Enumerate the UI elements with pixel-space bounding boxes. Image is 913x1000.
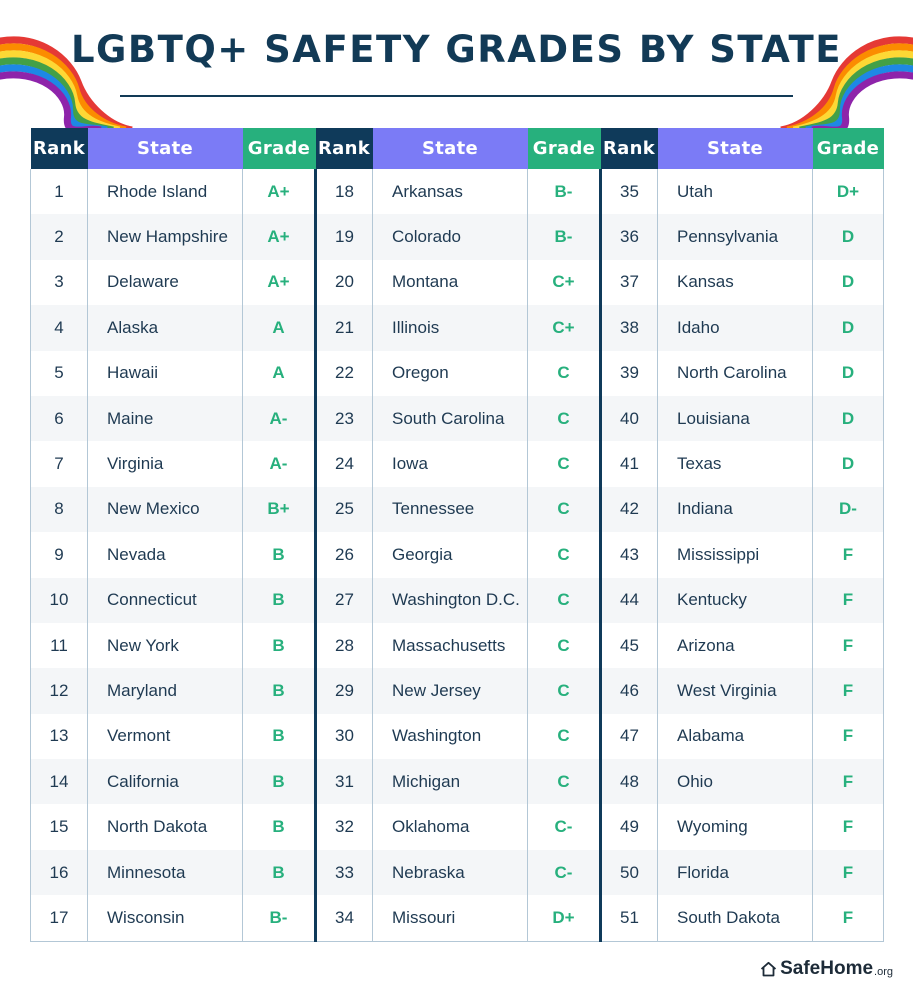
state-cell: Montana <box>373 260 528 305</box>
grade-cell: D <box>813 214 884 259</box>
grade-cell: D <box>813 441 884 486</box>
grade-cell: A <box>243 305 316 350</box>
state-cell: Arizona <box>658 623 813 668</box>
grades-table <box>30 128 884 942</box>
rank-cell: 12 <box>31 668 88 713</box>
header-state: State <box>373 128 528 169</box>
table-body <box>31 169 884 941</box>
state-cell: Indiana <box>658 487 813 532</box>
grade-cell: C <box>528 578 601 623</box>
table-row <box>31 396 884 441</box>
grade-cell: B+ <box>243 487 316 532</box>
grade-cell: C <box>528 396 601 441</box>
state-cell: Pennsylvania <box>658 214 813 259</box>
rank-cell: 7 <box>31 441 88 486</box>
state-cell: Iowa <box>373 441 528 486</box>
grade-cell: B <box>243 804 316 849</box>
state-cell: Mississippi <box>658 532 813 577</box>
state-cell: Maryland <box>88 668 243 713</box>
grade-cell: C <box>528 487 601 532</box>
grade-cell: D <box>813 396 884 441</box>
table-row <box>31 351 884 396</box>
header-grade: Grade <box>243 128 316 169</box>
state-cell: Michigan <box>373 759 528 804</box>
rank-cell: 25 <box>316 487 373 532</box>
state-cell: Maine <box>88 396 243 441</box>
rank-cell: 47 <box>601 714 658 759</box>
table-row <box>31 759 884 804</box>
grade-cell: A- <box>243 441 316 486</box>
state-cell: South Carolina <box>373 396 528 441</box>
state-cell: Missouri <box>373 895 528 941</box>
grade-cell: C <box>528 759 601 804</box>
rank-cell: 29 <box>316 668 373 713</box>
header-rank: Rank <box>31 128 88 169</box>
table-row <box>31 487 884 532</box>
brand-name: SafeHome <box>780 958 874 979</box>
state-cell: New Mexico <box>88 487 243 532</box>
grade-cell: C <box>528 532 601 577</box>
grade-cell: D+ <box>813 169 884 214</box>
state-cell: Nevada <box>88 532 243 577</box>
table-row <box>31 578 884 623</box>
grade-cell: F <box>813 759 884 804</box>
grade-cell: A <box>243 351 316 396</box>
rank-cell: 23 <box>316 396 373 441</box>
grade-cell: C <box>528 714 601 759</box>
rank-cell: 45 <box>601 623 658 668</box>
state-cell: Vermont <box>88 714 243 759</box>
grade-cell: D- <box>813 487 884 532</box>
rank-cell: 48 <box>601 759 658 804</box>
state-cell: Wisconsin <box>88 895 243 941</box>
state-cell: Minnesota <box>88 850 243 895</box>
state-cell: Ohio <box>658 759 813 804</box>
header-state: State <box>88 128 243 169</box>
grade-cell: F <box>813 850 884 895</box>
state-cell: Alaska <box>88 305 243 350</box>
page-title: LGBTQ+ SAFETY GRADES BY STATE <box>70 28 843 71</box>
table-row <box>31 260 884 305</box>
rank-cell: 38 <box>601 305 658 350</box>
rank-cell: 2 <box>31 214 88 259</box>
rank-cell: 32 <box>316 804 373 849</box>
state-cell: Utah <box>658 169 813 214</box>
rank-cell: 13 <box>31 714 88 759</box>
grade-cell: F <box>813 578 884 623</box>
rank-cell: 3 <box>31 260 88 305</box>
title-divider <box>120 95 793 97</box>
rank-cell: 33 <box>316 850 373 895</box>
rank-cell: 51 <box>601 895 658 941</box>
brand-suffix: .org <box>874 966 893 978</box>
rank-cell: 15 <box>31 804 88 849</box>
rank-cell: 46 <box>601 668 658 713</box>
table-row <box>31 850 884 895</box>
grade-cell: D <box>813 351 884 396</box>
state-cell: Nebraska <box>373 850 528 895</box>
rank-cell: 44 <box>601 578 658 623</box>
table-row <box>31 441 884 486</box>
state-cell: Alabama <box>658 714 813 759</box>
rank-cell: 14 <box>31 759 88 804</box>
grade-cell: C <box>528 441 601 486</box>
rank-cell: 20 <box>316 260 373 305</box>
state-cell: Illinois <box>373 305 528 350</box>
grade-cell: B <box>243 850 316 895</box>
state-cell: New Hampshire <box>88 214 243 259</box>
grade-cell: B <box>243 623 316 668</box>
state-cell: Oklahoma <box>373 804 528 849</box>
header-state: State <box>658 128 813 169</box>
rank-cell: 4 <box>31 305 88 350</box>
grade-cell: F <box>813 623 884 668</box>
rank-cell: 49 <box>601 804 658 849</box>
rank-cell: 35 <box>601 169 658 214</box>
state-cell: Connecticut <box>88 578 243 623</box>
grade-cell: C <box>528 668 601 713</box>
grade-cell: F <box>813 668 884 713</box>
table-row <box>31 668 884 713</box>
state-cell: Arkansas <box>373 169 528 214</box>
state-cell: Hawaii <box>88 351 243 396</box>
rank-cell: 42 <box>601 487 658 532</box>
table-row <box>31 714 884 759</box>
table-row <box>31 623 884 668</box>
grade-cell: F <box>813 804 884 849</box>
rank-cell: 37 <box>601 260 658 305</box>
rank-cell: 40 <box>601 396 658 441</box>
state-cell: Rhode Island <box>88 169 243 214</box>
rank-cell: 1 <box>31 169 88 214</box>
grade-cell: B- <box>243 895 316 941</box>
grade-cell: C- <box>528 804 601 849</box>
state-cell: Delaware <box>88 260 243 305</box>
state-cell: New Jersey <box>373 668 528 713</box>
rank-cell: 17 <box>31 895 88 941</box>
grade-cell: F <box>813 895 884 941</box>
rank-cell: 10 <box>31 578 88 623</box>
state-cell: New York <box>88 623 243 668</box>
grade-cell: A+ <box>243 260 316 305</box>
grade-cell: B- <box>528 214 601 259</box>
grade-cell: C+ <box>528 260 601 305</box>
rank-cell: 6 <box>31 396 88 441</box>
house-icon <box>760 961 777 977</box>
grade-cell: D <box>813 305 884 350</box>
rank-cell: 16 <box>31 850 88 895</box>
state-cell: Massachusetts <box>373 623 528 668</box>
rank-cell: 11 <box>31 623 88 668</box>
table-header-row <box>31 128 884 169</box>
header-rank: Rank <box>601 128 658 169</box>
rank-cell: 18 <box>316 169 373 214</box>
state-cell: Wyoming <box>658 804 813 849</box>
state-cell: Florida <box>658 850 813 895</box>
header-grade: Grade <box>813 128 884 169</box>
grade-cell: C <box>528 351 601 396</box>
grade-cell: D <box>813 260 884 305</box>
rank-cell: 8 <box>31 487 88 532</box>
header-rank: Rank <box>316 128 373 169</box>
state-cell: Washington <box>373 714 528 759</box>
state-cell: Texas <box>658 441 813 486</box>
state-cell: North Carolina <box>658 351 813 396</box>
rank-cell: 43 <box>601 532 658 577</box>
grade-cell: C+ <box>528 305 601 350</box>
table-row <box>31 895 884 941</box>
state-cell: West Virginia <box>658 668 813 713</box>
state-cell: Kansas <box>658 260 813 305</box>
rank-cell: 39 <box>601 351 658 396</box>
state-cell: Tennessee <box>373 487 528 532</box>
rank-cell: 5 <box>31 351 88 396</box>
rank-cell: 9 <box>31 532 88 577</box>
rank-cell: 34 <box>316 895 373 941</box>
grade-cell: F <box>813 532 884 577</box>
rank-cell: 41 <box>601 441 658 486</box>
state-cell: Idaho <box>658 305 813 350</box>
state-cell: Oregon <box>373 351 528 396</box>
rank-cell: 50 <box>601 850 658 895</box>
rank-cell: 28 <box>316 623 373 668</box>
grade-cell: F <box>813 714 884 759</box>
rank-cell: 24 <box>316 441 373 486</box>
grade-cell: D+ <box>528 895 601 941</box>
grade-cell: B <box>243 532 316 577</box>
state-cell: Virginia <box>88 441 243 486</box>
rank-cell: 31 <box>316 759 373 804</box>
state-cell: Kentucky <box>658 578 813 623</box>
grade-cell: A+ <box>243 214 316 259</box>
header-grade: Grade <box>528 128 601 169</box>
state-cell: Louisiana <box>658 396 813 441</box>
state-cell: Georgia <box>373 532 528 577</box>
table-row <box>31 214 884 259</box>
table-row <box>31 532 884 577</box>
grade-cell: B <box>243 578 316 623</box>
state-cell: California <box>88 759 243 804</box>
grade-cell: B <box>243 759 316 804</box>
grade-cell: C <box>528 623 601 668</box>
rank-cell: 36 <box>601 214 658 259</box>
grade-cell: A+ <box>243 169 316 214</box>
rank-cell: 21 <box>316 305 373 350</box>
grade-cell: A- <box>243 396 316 441</box>
grade-cell: B <box>243 668 316 713</box>
table-row <box>31 169 884 214</box>
grade-cell: B- <box>528 169 601 214</box>
state-cell: North Dakota <box>88 804 243 849</box>
rank-cell: 26 <box>316 532 373 577</box>
state-cell: Washington D.C. <box>373 578 528 623</box>
brand-logo <box>760 958 893 980</box>
rank-cell: 22 <box>316 351 373 396</box>
state-cell: Colorado <box>373 214 528 259</box>
rank-cell: 27 <box>316 578 373 623</box>
grade-cell: C- <box>528 850 601 895</box>
rank-cell: 30 <box>316 714 373 759</box>
state-cell: South Dakota <box>658 895 813 941</box>
grade-cell: B <box>243 714 316 759</box>
rank-cell: 19 <box>316 214 373 259</box>
table-row <box>31 804 884 849</box>
table-row <box>31 305 884 350</box>
